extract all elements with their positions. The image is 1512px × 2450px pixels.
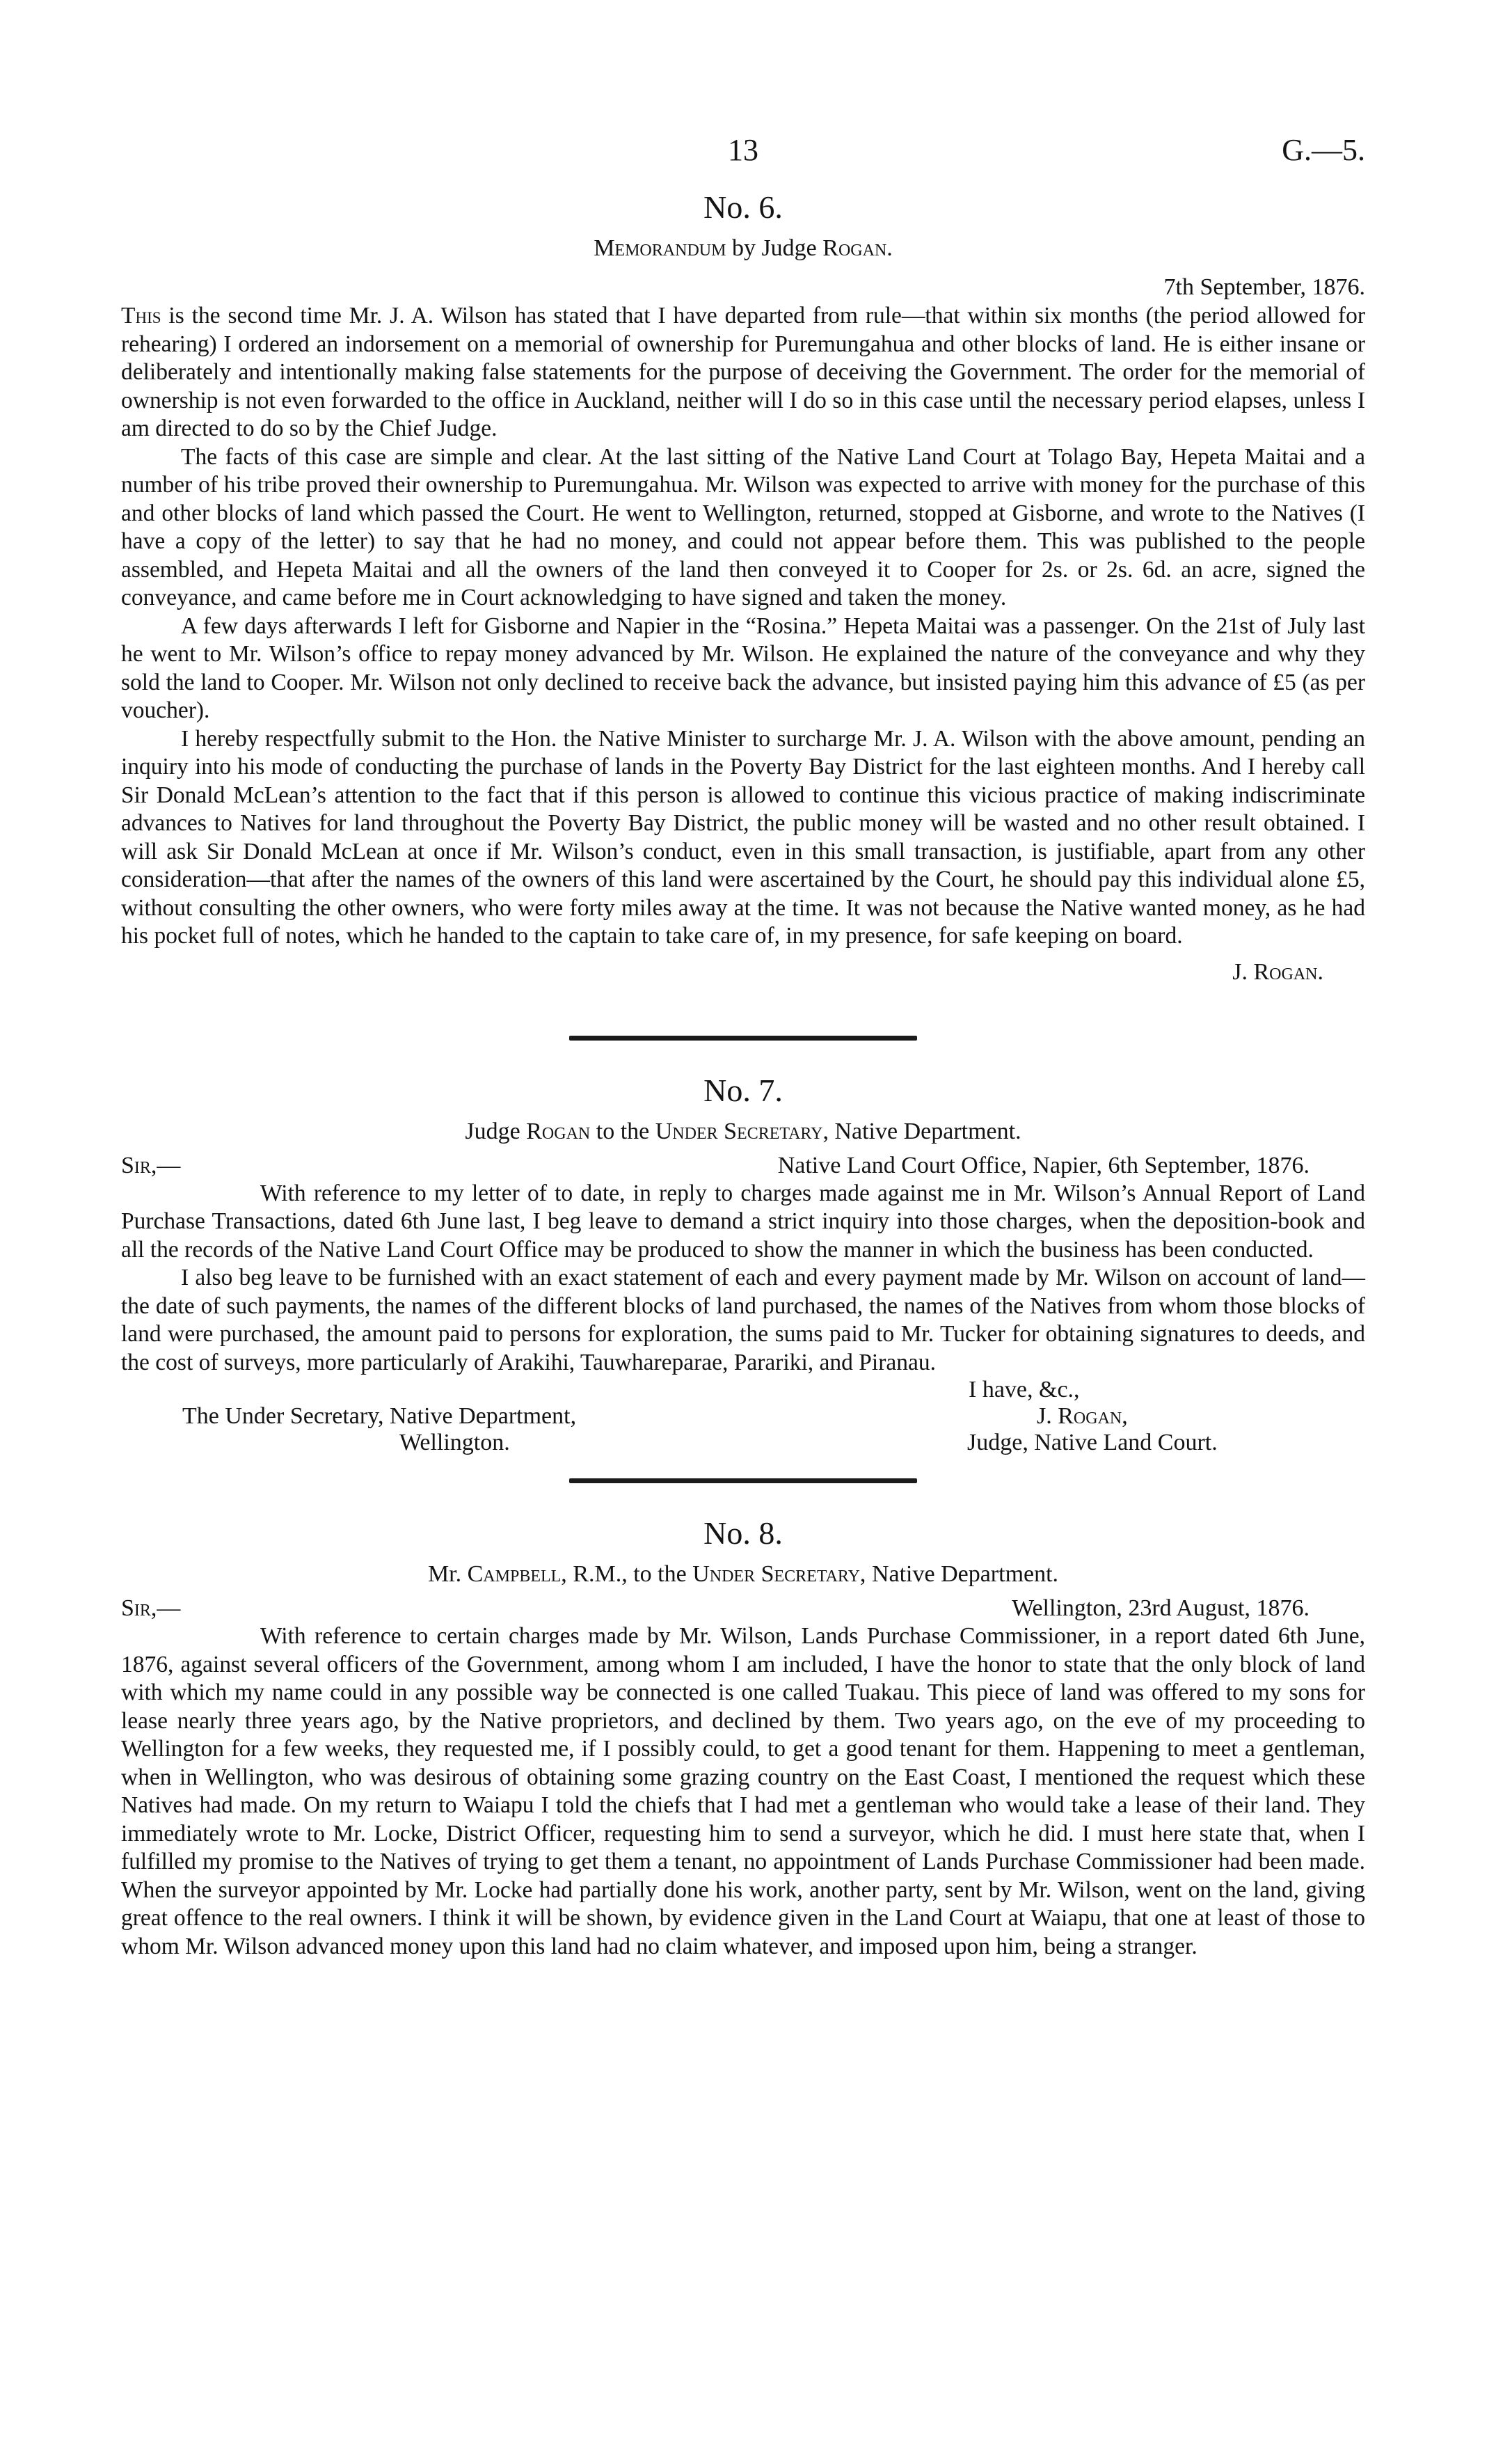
section-divider (569, 1478, 917, 1483)
title-part: Mr. (427, 1561, 462, 1587)
paragraph: With reference to certain charges made by Mr. Wilson, Lands Purchase Commissioner, in a report dated 6th June, 1876, against several officers of the Government, among whom I am included, I have the honor to state that the only block of land with which my name could in any possible way be connected is one called Tuakau. This piece of land was offered to my sons for lease nearly three years ago, by the Native proprietors, and declined by them. Two years ago, on the eve of my proceeding to Wellington for a few weeks, they requested me, if I possibly could, to get a good tenant for them. Happening to meet a gentleman, when in Wellington, who was desirous of obtaining some grazing country on the East Coast, I mentioned the request which these Natives had made. On my return to Waiapu I told the chiefs that I had met a gentleman who would take a lease of their land. They immediately wrote to Mr. Locke, District Officer, requesting him to send a surveyor, which he did. I must here state that, when I fulfilled my promise to the Natives of trying to get them a tenant, no appointment of Lands Purchase Commissioner had been made. When the surveyor appointed by Mr. Locke had partially done his work, another party, sent by Mr. Wilson, went on the land, giving great offence to the real owners. I think it will be shown, by evidence given in the Land Court at Waiapu, that one at least of those to whom Mr. Wilson advanced money upon this land had no claim whatever, and imposed upon him, being a stranger. (121, 1623, 1365, 1959)
closing-phrase: I have, &c., (969, 1377, 1080, 1402)
document-reference: G.—5. (1282, 133, 1365, 167)
paragraph: I also beg leave to be furnished with an exact statement of each and every payment made by Mr. Wilson on account of land—the date of such payments, the names of the different blocks of land purchased, the names of the Natives from whom those blocks of land were purchased, the amount paid to persons for exploration, the sums paid to Mr. Tucker for obtaining signatures to deeds, and the cost of surveys, more particularly of Arakihi, Tauwhareparae, Parariki, and Piranau. (121, 1265, 1365, 1375)
title-memorandum: Memorandum (594, 235, 726, 261)
place-date: Native Land Court Office, Napier, 6th September, 1876. (777, 1152, 1310, 1178)
page-header (121, 132, 1365, 174)
title-part: to the (596, 1118, 650, 1144)
title-author: Rogan (526, 1118, 591, 1144)
paragraph: The facts of this case are simple and clear. At the last sitting of the Native Land Court at Tolago Bay, Hepeta Maitai and a number of his tribe proved their ownership to Puremungahua. Mr. Wilson was expected to arrive with money for the purchase of this and other blocks of land which passed the Court. He went to Wellington, returned, stopped at Gisborne, and wrote to the Natives (I have a copy of the letter) to say that he had no money, and could not appear before them. This was published to the people assembled, and Hepeta Maitai and all the owners of the land then conveyed it to Cooper for 2s. or 2s. 6d. an acre, signed the conveyance, and came before me in Court acknowledging to have signed and taken the money. (121, 443, 1365, 610)
section-title (121, 1117, 1365, 1146)
salutation-row (121, 1595, 1365, 1622)
section-no7 (121, 1071, 1365, 1458)
section-title (121, 234, 1365, 263)
letter-closing (121, 1377, 1365, 1457)
title-part: R.M., to the (573, 1561, 687, 1587)
title-author: Rogan. (822, 235, 893, 261)
title-author: Campbell, (467, 1561, 567, 1587)
section-no8 (121, 1514, 1365, 1961)
paragraph (121, 302, 1365, 443)
salutation (121, 1595, 180, 1622)
salutation-row (121, 1152, 1365, 1180)
paragraph: A few days afterwards I left for Gisborne and Napier in the “Rosina.” Hepeta Maitai was a passenger. On the 21st of July last he went to Mr. Wilson’s office to repay money advanced by Mr. Wilson. He explained the nature of the conveyance and why they sold the land to Cooper. Mr. Wilson not only declined to receive back the advance, but insisted paying him this advance of £5 (as per voucher). (121, 612, 1365, 723)
section-no6 (121, 188, 1365, 987)
section-heading: No. 7. (703, 1072, 783, 1108)
section-divider (569, 1036, 917, 1041)
salutation-text: Sir,— (121, 1152, 181, 1178)
addressee: The Under Secretary, Native Department, (182, 1403, 577, 1429)
paragraph-text: is the second time Mr. J. A. Wilson has stated that I have departed from rule—that within six months (the period allowed for rehearing) I ordered an indorsement on a memorial of ownership for Puremungahua and other blocks of land. He is either insane or deliberately and intentionally making false statements for the purpose of deceiving the Government. The order for the memorial of ownership is not even forwarded to the office in Auckland, neither will I do so in this case until the necessary period elapses, unless I am directed to do so by the Chief Judge. (121, 303, 1365, 441)
signature-title: Judge, Native Land Court. (967, 1430, 1218, 1455)
section-heading: No. 8. (703, 1515, 783, 1551)
document-page (121, 132, 1365, 1961)
section-title (121, 1560, 1365, 1589)
signature-name: J. Rogan, (1037, 1403, 1128, 1429)
place-date: Wellington, 23rd August, 1876. (1012, 1595, 1310, 1621)
title-part: Judge (465, 1118, 520, 1144)
salutation (121, 1152, 180, 1180)
signature-text: J. Rogan. (1232, 958, 1323, 985)
paragraph: With reference to my letter of to date, in reply to charges made against me in Mr. Wilson’s Annual Report of Land Purchase Transactions, dated 6th June last, I beg leave to demand a strict inquiry into those charges, when the deposition-book and all the records of the Native Land Court Office may be produced to show the manner in which the business has been conducted. (121, 1180, 1365, 1263)
page-number: 13 (728, 133, 758, 167)
title-by: by Judge (731, 235, 817, 261)
title-part: Native Department. (871, 1561, 1059, 1587)
paragraph: I hereby respectfully submit to the Hon. the Native Minister to surcharge Mr. J. A. Wilson with the above amount, pending an inquiry into his mode of conducting the purchase of lands in the Poverty Bay District for the last eighteen months. And I hereby call Sir Donald McLean’s attention to the fact that if this person is allowed to continue this vicious practice of making indiscriminate advances to Natives for land throughout the Poverty Bay District, the public money will be wasted and no other result obtained. I will ask Sir Donald McLean at once if Mr. Wilson’s conduct, even in this small transaction, is justifiable, apart from any other consideration—that after the names of the owners of this land were ascertained by the Court, he should pay this individual alone £5, without consulting the other owners, who were forty miles away at the time. It was not because the Native wanted money, as he had his pocket full of notes, which he handed to the captain to take care of, in my presence, for safe keeping on board. (121, 725, 1365, 949)
title-recipient: Under Secretary, (692, 1561, 866, 1587)
addressee-location: Wellington. (399, 1430, 510, 1455)
memo-date: 7th September, 1876. (1163, 274, 1365, 300)
title-recipient: Under Secretary, (655, 1118, 829, 1144)
title-part: Native Department. (834, 1118, 1021, 1144)
salutation-text: Sir,— (121, 1595, 181, 1621)
signature (121, 958, 1365, 987)
section-heading: No. 6. (703, 189, 783, 225)
lead-word: This (121, 303, 161, 329)
